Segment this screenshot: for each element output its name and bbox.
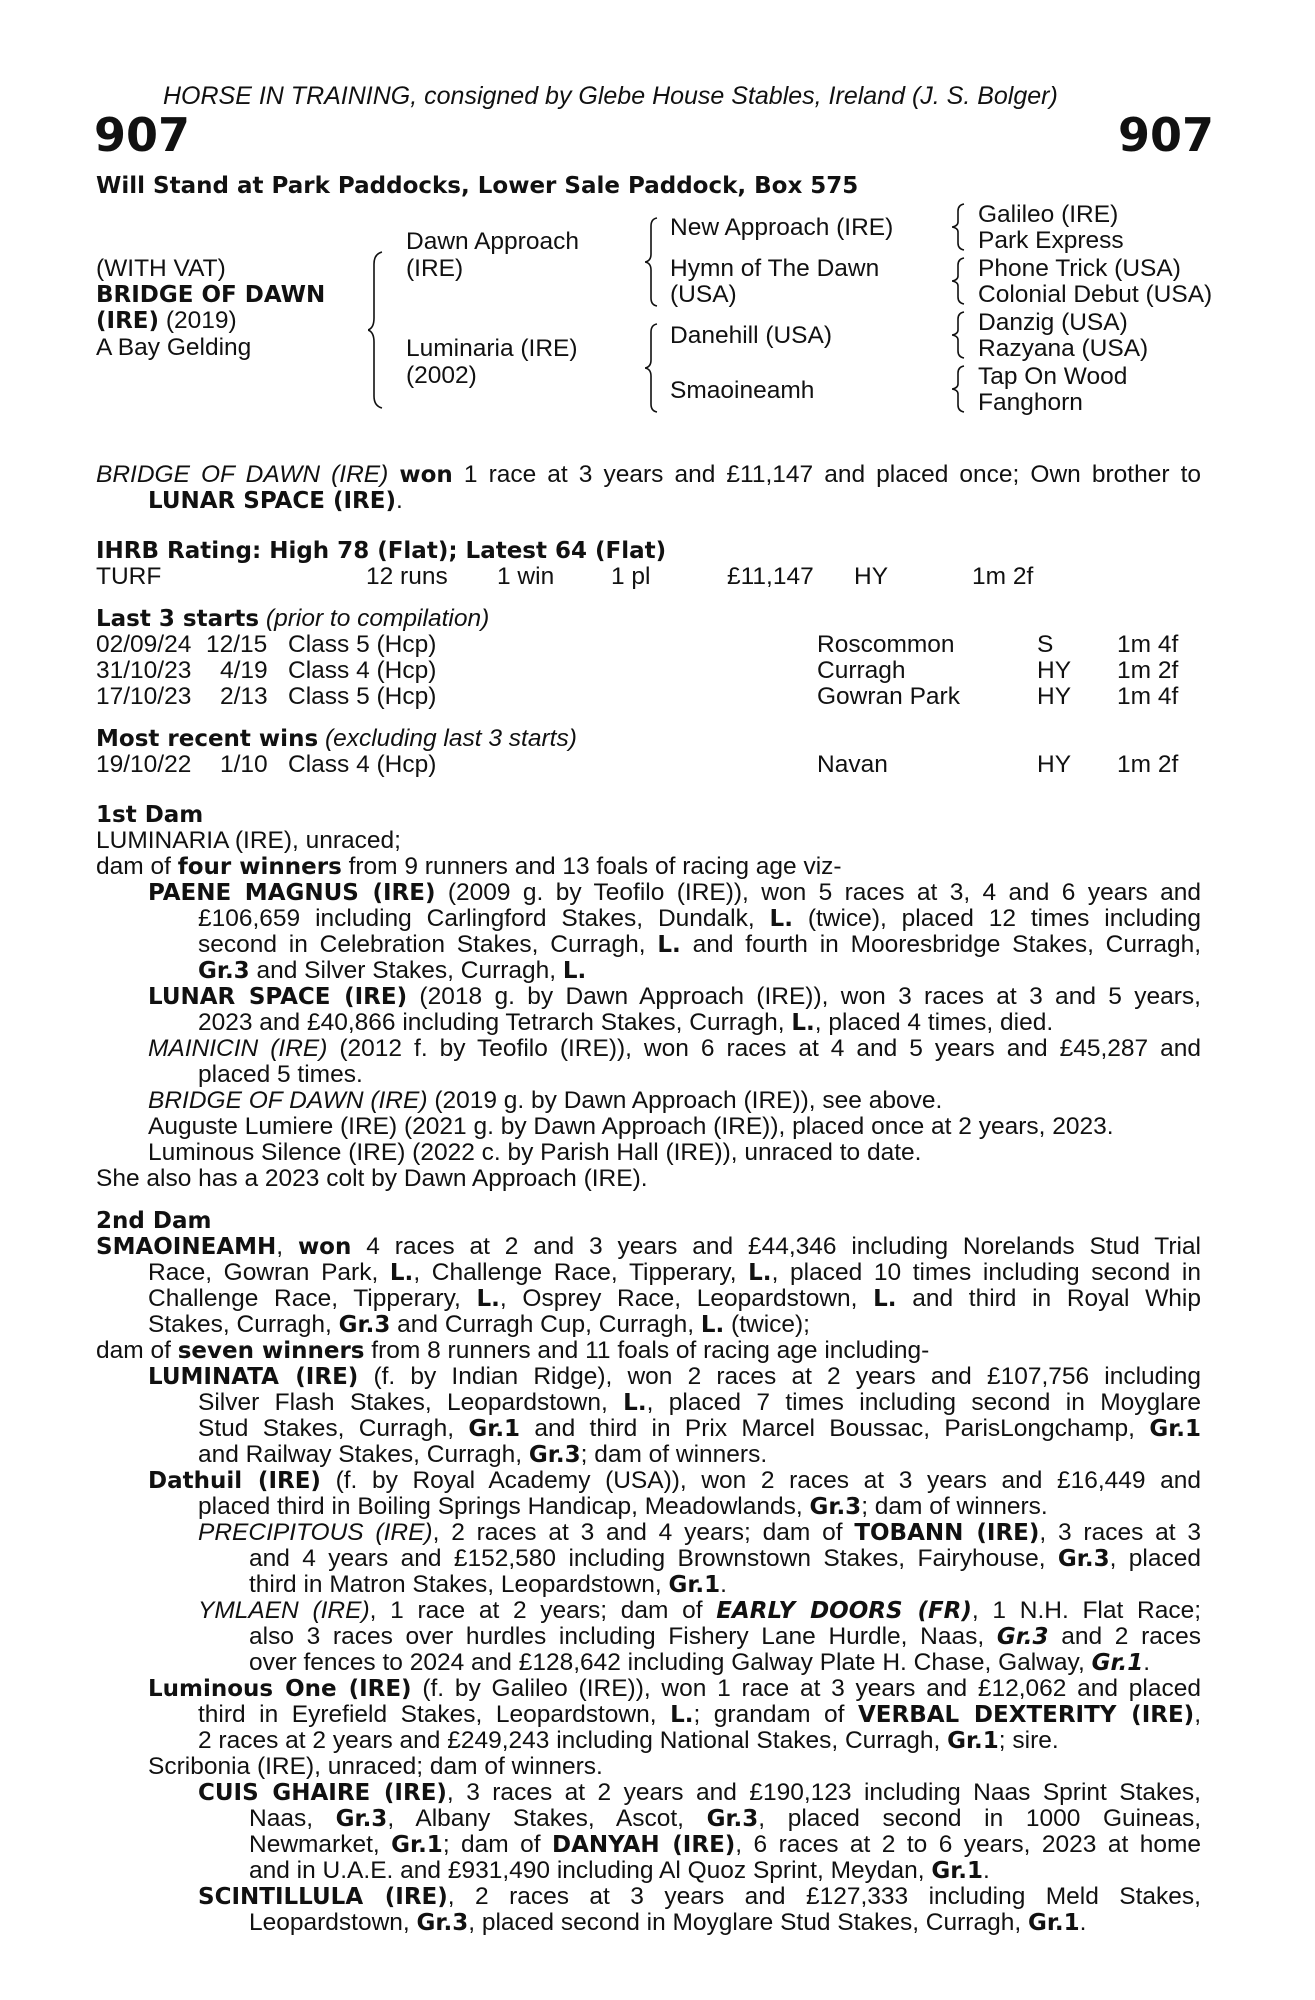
race-date: 31/10/23 [96,657,192,684]
gen3-ancestor: Galileo (IRE) [978,201,1119,228]
turf-runs: 12 runs [366,563,448,590]
race-course: Navan [817,751,888,778]
last3-heading: Last 3 starts (prior to compilation) [96,605,490,632]
race-position: 1/10 [220,751,268,778]
gen3-ancestor: Park Express [978,227,1124,254]
horse-name-line2: (IRE) (2019) [96,307,237,334]
race-position: 12/15 [206,631,268,658]
horse-name: BRIDGE OF DAWN [96,282,326,308]
race-class: Class 5 (Hcp) [288,631,437,658]
lot-number-right: 907 [1118,108,1215,162]
produce-bridge-of-dawn: BRIDGE OF DAWN (IRE) (2019 g. by Dawn Approach (IRE)), see above. [148,1087,943,1114]
produce-line: placed 5 times. [198,1061,363,1088]
produce-line: Leopardstown, Gr.3, placed second in Moyglare Stud Stakes, Curragh, Gr.1. [249,1909,1087,1936]
turf-wins: 1 win [497,563,555,590]
produce-line: 2023 and £40,866 including Tetrarch Stakes, Curragh, L., placed 4 times, died. [198,1009,1054,1036]
turf-distance: 1m 2f [972,563,1034,590]
record-line: Challenge Race, Tipperary, L., Osprey Race, Leopardstown, L. and third in Royal Whip [148,1285,1201,1312]
race-going: HY [1037,683,1072,710]
pedigree-brace-gen3-2 [952,256,968,306]
produce-line: CUIS GHAIRE (IRE), 3 races at 2 years and £190,123 including Naas Sprint Stakes, [198,1779,1201,1806]
produce-line: Gr.3 and Silver Stakes, Curragh, L. [198,957,587,984]
record-line: SMAOINEAMH, won 4 races at 2 and 3 years and £44,346 including Norelands Stud Trial [96,1233,1201,1260]
produce-auguste-lumiere: Auguste Lumiere (IRE) (2021 g. by Dawn Approach (IRE)), placed once at 2 years, 2023. [148,1113,1114,1140]
pedigree-brace-gen3-3 [952,310,968,360]
produce-line: over fences to 2024 and £128,642 including Galway Plate H. Chase, Galway, Gr.1. [249,1649,1151,1676]
pedigree-brace-gen2-top [645,216,663,308]
race-going: HY [1037,657,1072,684]
gen3-ancestor: Danzig (USA) [978,309,1128,336]
turf-placed: 1 pl [611,563,651,590]
race-course: Gowran Park [817,683,960,710]
second-dam-produce-line: dam of seven winners from 8 runners and 11 foals of racing age including- [96,1337,930,1364]
first-dam-heading: 1st Dam [96,802,204,828]
gen3-ancestor: Fanghorn [978,389,1083,416]
produce-line: second in Celebration Stakes, Curragh, L. and fourth in Mooresbridge Stakes, Curragh, [198,931,1202,958]
sire-dam: Hymn of The Dawn [670,255,880,282]
race-class: Class 4 (Hcp) [288,751,437,778]
produce-line: Dathuil (IRE) (f. by Royal Academy (USA)), won 2 races at 3 years and £16,449 and [148,1467,1202,1494]
race-date: 19/10/22 [96,751,192,778]
sire-name: Dawn Approach [406,228,579,255]
produce-line: MAINICIN (IRE) (2012 f. by Teofilo (IRE)), won 6 races at 4 and 5 years and £45,287 and [148,1035,1201,1062]
race-distance: 1m 4f [1117,631,1179,658]
produce-line: PRECIPITOUS (IRE), 2 races at 3 and 4 years; dam of TOBANN (IRE), 3 races at 3 [198,1519,1201,1546]
produce-line: third in Matron Stakes, Leopardstown, Gr.1. [249,1571,727,1598]
produce-line: £106,659 including Carlingford Stakes, Dundalk, L. (twice), placed 12 times including [198,905,1201,932]
produce-2023-colt: She also has a 2023 colt by Dawn Approach (IRE). [96,1165,648,1192]
dam-dam: Smaoineamh [670,377,815,404]
first-dam-produce-line: dam of four winners from 9 runners and 13 foals of racing age viz- [96,853,842,880]
second-dam-heading: 2nd Dam [96,1208,212,1234]
produce-line: Naas, Gr.3, Albany Stakes, Ascot, Gr.3, placed second in 1000 Guineas, [249,1805,1202,1832]
gen3-ancestor: Razyana (USA) [978,335,1149,362]
produce-line: LUNAR SPACE (IRE) (2018 g. by Dawn Approach (IRE)), won 3 races at 3 and 5 years, [148,983,1201,1010]
vat-label: (WITH VAT) [96,255,226,282]
sire-country: (IRE) [406,255,464,282]
turf-label: TURF [96,563,162,590]
race-distance: 1m 2f [1117,751,1179,778]
produce-scribonia: Scribonia (IRE), unraced; dam of winners. [148,1753,603,1780]
produce-line: Newmarket, Gr.1; dam of DANYAH (IRE), 6 races at 2 to 6 years, 2023 at home [249,1831,1201,1858]
record-line: Race, Gowran Park, L., Challenge Race, Tipperary, L., placed 10 times including second in [148,1259,1201,1286]
horse-description: A Bay Gelding [96,334,252,361]
gen3-ancestor: Colonial Debut (USA) [978,281,1213,308]
pedigree-brace-gen1 [368,250,388,410]
pedigree-brace-gen3-4 [952,364,968,414]
pedigree-brace-gen3-1 [952,202,968,252]
race-course: Curragh [817,657,906,684]
gen3-ancestor: Tap On Wood [978,363,1128,390]
race-position: 2/13 [220,683,268,710]
produce-line: also 3 races over hurdles including Fishery Lane Hurdle, Naas, Gr.3 and 2 races [249,1623,1201,1650]
summary-line-2: LUNAR SPACE (IRE). [148,487,403,514]
produce-line: and Railway Stakes, Curragh, Gr.3; dam of winners. [198,1441,768,1468]
produce-line: third in Eyrefield Stakes, Leopardstown, L.; grandam of VERBAL DEXTERITY (IRE), [198,1701,1201,1728]
gen3-ancestor: Phone Trick (USA) [978,255,1181,282]
dam-sire: Danehill (USA) [670,322,833,349]
produce-line: YMLAEN (IRE), 1 race at 2 years; dam of EARLY DOORS (FR), 1 N.H. Flat Race; [198,1597,1201,1624]
produce-line: Silver Flash Stakes, Leopardstown, L., placed 7 times including second in Moyglare [198,1389,1202,1416]
race-class: Class 5 (Hcp) [288,683,437,710]
first-dam-line: LUMINARIA (IRE), unraced; [96,827,401,854]
race-course: Roscommon [817,631,955,658]
rating-heading: IHRB Rating: High 78 (Flat); Latest 64 (Flat) [96,538,667,564]
race-going: S [1037,631,1054,658]
turf-earnings: £11,147 [727,563,814,590]
race-distance: 1m 2f [1117,657,1179,684]
produce-line: Stud Stakes, Curragh, Gr.1 and third in Prix Marcel Boussac, ParisLongchamp, Gr.1 [198,1415,1201,1442]
recent-wins-heading: Most recent wins (excluding last 3 starts) [96,725,577,752]
race-distance: 1m 4f [1117,683,1179,710]
consignment-line: HORSE IN TRAINING, consigned by Glebe House Stables, Ireland (J. S. Bolger) [163,82,1058,110]
produce-line: and in U.A.E. and £931,490 including Al Quoz Sprint, Meydan, Gr.1. [249,1857,990,1884]
race-date: 17/10/23 [96,683,192,710]
turf-going: HY [854,563,889,590]
sire-dam-country: (USA) [670,281,737,308]
dam-name: Luminaria (IRE) [406,335,578,362]
record-line: Stakes, Curragh, Gr.3 and Curragh Cup, Curragh, L. (twice); [148,1311,810,1338]
pedigree-brace-gen2-bottom [645,322,663,414]
race-class: Class 4 (Hcp) [288,657,437,684]
race-date: 02/09/24 [96,631,192,658]
location-line: Will Stand at Park Paddocks, Lower Sale Paddock, Box 575 [96,173,859,199]
race-position: 4/19 [220,657,268,684]
produce-line: Luminous One (IRE) (f. by Galileo (IRE)), won 1 race at 3 years and £12,062 and placed [148,1675,1201,1702]
produce-line: 2 races at 2 years and £249,243 including National Stakes, Curragh, Gr.1; sire. [198,1727,1059,1754]
produce-line: LUMINATA (IRE) (f. by Indian Ridge), won 2 races at 2 years and £107,756 including [148,1363,1202,1390]
produce-line: SCINTILLULA (IRE), 2 races at 3 years and £127,333 including Meld Stakes, [198,1883,1201,1910]
produce-line: PAENE MAGNUS (IRE) (2009 g. by Teofilo (IRE)), won 5 races at 3, 4 and 6 years and [148,879,1201,906]
race-going: HY [1037,751,1072,778]
produce-line: placed third in Boiling Springs Handicap, Meadowlands, Gr.3; dam of winners. [198,1493,1048,1520]
sire-sire: New Approach (IRE) [670,214,894,241]
produce-luminous-silence: Luminous Silence (IRE) (2022 c. by Parish Hall (IRE)), unraced to date. [148,1139,922,1166]
dam-year: (2002) [406,362,477,389]
lot-number-left: 907 [94,108,191,162]
summary-line: BRIDGE OF DAWN (IRE) won 1 race at 3 years and £11,147 and placed once; Own brother to [96,461,1202,488]
produce-line: and 4 years and £152,580 including Brownstown Stakes, Fairyhouse, Gr.3, placed [249,1545,1201,1572]
